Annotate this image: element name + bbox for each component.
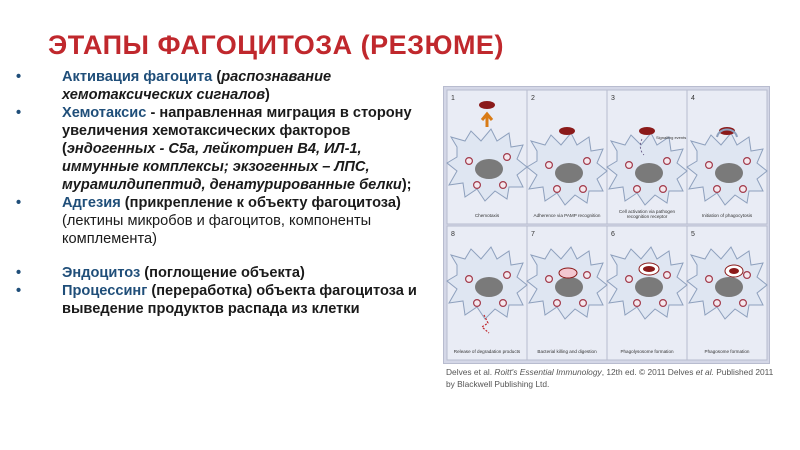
- caption-copyright: © 2011 Delves: [636, 367, 696, 377]
- panel-number-5: 5: [691, 231, 695, 238]
- bacterium-1: [479, 101, 495, 109]
- term-processing: Процессинг: [62, 283, 148, 299]
- text: (: [212, 69, 222, 85]
- digested-bacterium: [559, 268, 577, 278]
- term-adhesion: Адгезия: [62, 195, 121, 211]
- term-activation: Активация фагоцита: [62, 69, 213, 85]
- caption-publisher: Published 2011 by Blackwell Publishing Ltd.: [446, 367, 774, 389]
- term-endocytosis: Эндоцитоз: [62, 265, 141, 281]
- bullet-marker: •: [16, 265, 22, 281]
- detail-adhesion: (лектины микробов и фагоцитов, компоненты комплемента): [62, 213, 372, 247]
- text-adhesion: (прикрепление к объекту фагоцитоза): [120, 195, 401, 211]
- bullet-adhesion: [16, 194, 436, 248]
- text-chemotaxis: - направленная миграция в сторону увеличения хемотаксических факторов (: [62, 105, 412, 157]
- bullet-processing: [16, 282, 436, 318]
- caption-authors: Delves et al.: [446, 367, 493, 377]
- panel-label-activation: Cell activation via pathogen recognition receptor: [618, 209, 676, 220]
- phagosome: [729, 268, 739, 274]
- panel-label-phagosome: Phagosome formation: [704, 349, 750, 354]
- bullet-marker: •: [16, 69, 22, 85]
- text: ): [265, 87, 270, 103]
- detail-chemotaxis: эндогенных - С5а, лейкотриен В4, ИЛ-1, иммунные комплексы; экзогенных – ЛПС, мурамилдипептид, денатурированные белки: [62, 141, 402, 193]
- panel-number-4: 4: [691, 95, 695, 102]
- phagolysosome: [643, 266, 655, 272]
- caption-book: Roitt's Essential Immunology: [494, 367, 602, 377]
- panel-label-release: Release of degradation products: [453, 349, 521, 354]
- figure-caption: [446, 366, 776, 390]
- text-processing: (переработка) объекта фагоцитоза и выведение продуктов распада из клетки: [62, 283, 417, 317]
- panel-label-chemotaxis: Chemotaxis: [474, 213, 500, 218]
- bullet-marker: •: [16, 105, 22, 121]
- term-chemotaxis: Хемотаксис: [62, 105, 147, 121]
- detail-activation: распознавание хемотаксических сигналов: [62, 69, 332, 103]
- bacterium-3: [639, 127, 655, 135]
- panel-number-7: 7: [531, 231, 535, 238]
- panel-label-initiation: Initiation of phagocytosis: [701, 213, 753, 218]
- bullet-endocytosis: [16, 264, 436, 282]
- phagocytosis-figure: [443, 86, 770, 364]
- stage-list: [16, 68, 436, 318]
- panel-label-phagolysosome: Phagolysosome formation: [620, 349, 674, 354]
- text: );: [401, 177, 412, 193]
- panel-label-killing: Bacterial killing and digestion: [537, 349, 597, 354]
- panel-number-6: 6: [611, 231, 615, 238]
- panel-number-3: 3: [611, 95, 615, 102]
- phagocytosis-diagram: [444, 87, 769, 363]
- caption-edition: , 12th ed.: [601, 367, 637, 377]
- bullet-marker: •: [16, 283, 22, 299]
- panel-number-2: 2: [531, 95, 535, 102]
- bullet-marker: •: [16, 195, 22, 211]
- signalling-label: Signalling events: [656, 135, 687, 140]
- bullet-chemotaxis: [16, 104, 436, 194]
- panel-label-adherence: Adherence via PAMP recognition: [533, 213, 601, 218]
- bullet-activation: [16, 68, 436, 104]
- caption-etal: et al.: [695, 367, 714, 377]
- panel-number-1: 1: [451, 95, 455, 102]
- slide-title: ЭТАПЫ ФАГОЦИТОЗА (РЕЗЮМЕ): [48, 30, 504, 60]
- text-endocytosis: (поглощение объекта): [140, 265, 305, 281]
- bacterium-2: [559, 127, 575, 135]
- panel-number-8: 8: [451, 231, 455, 238]
